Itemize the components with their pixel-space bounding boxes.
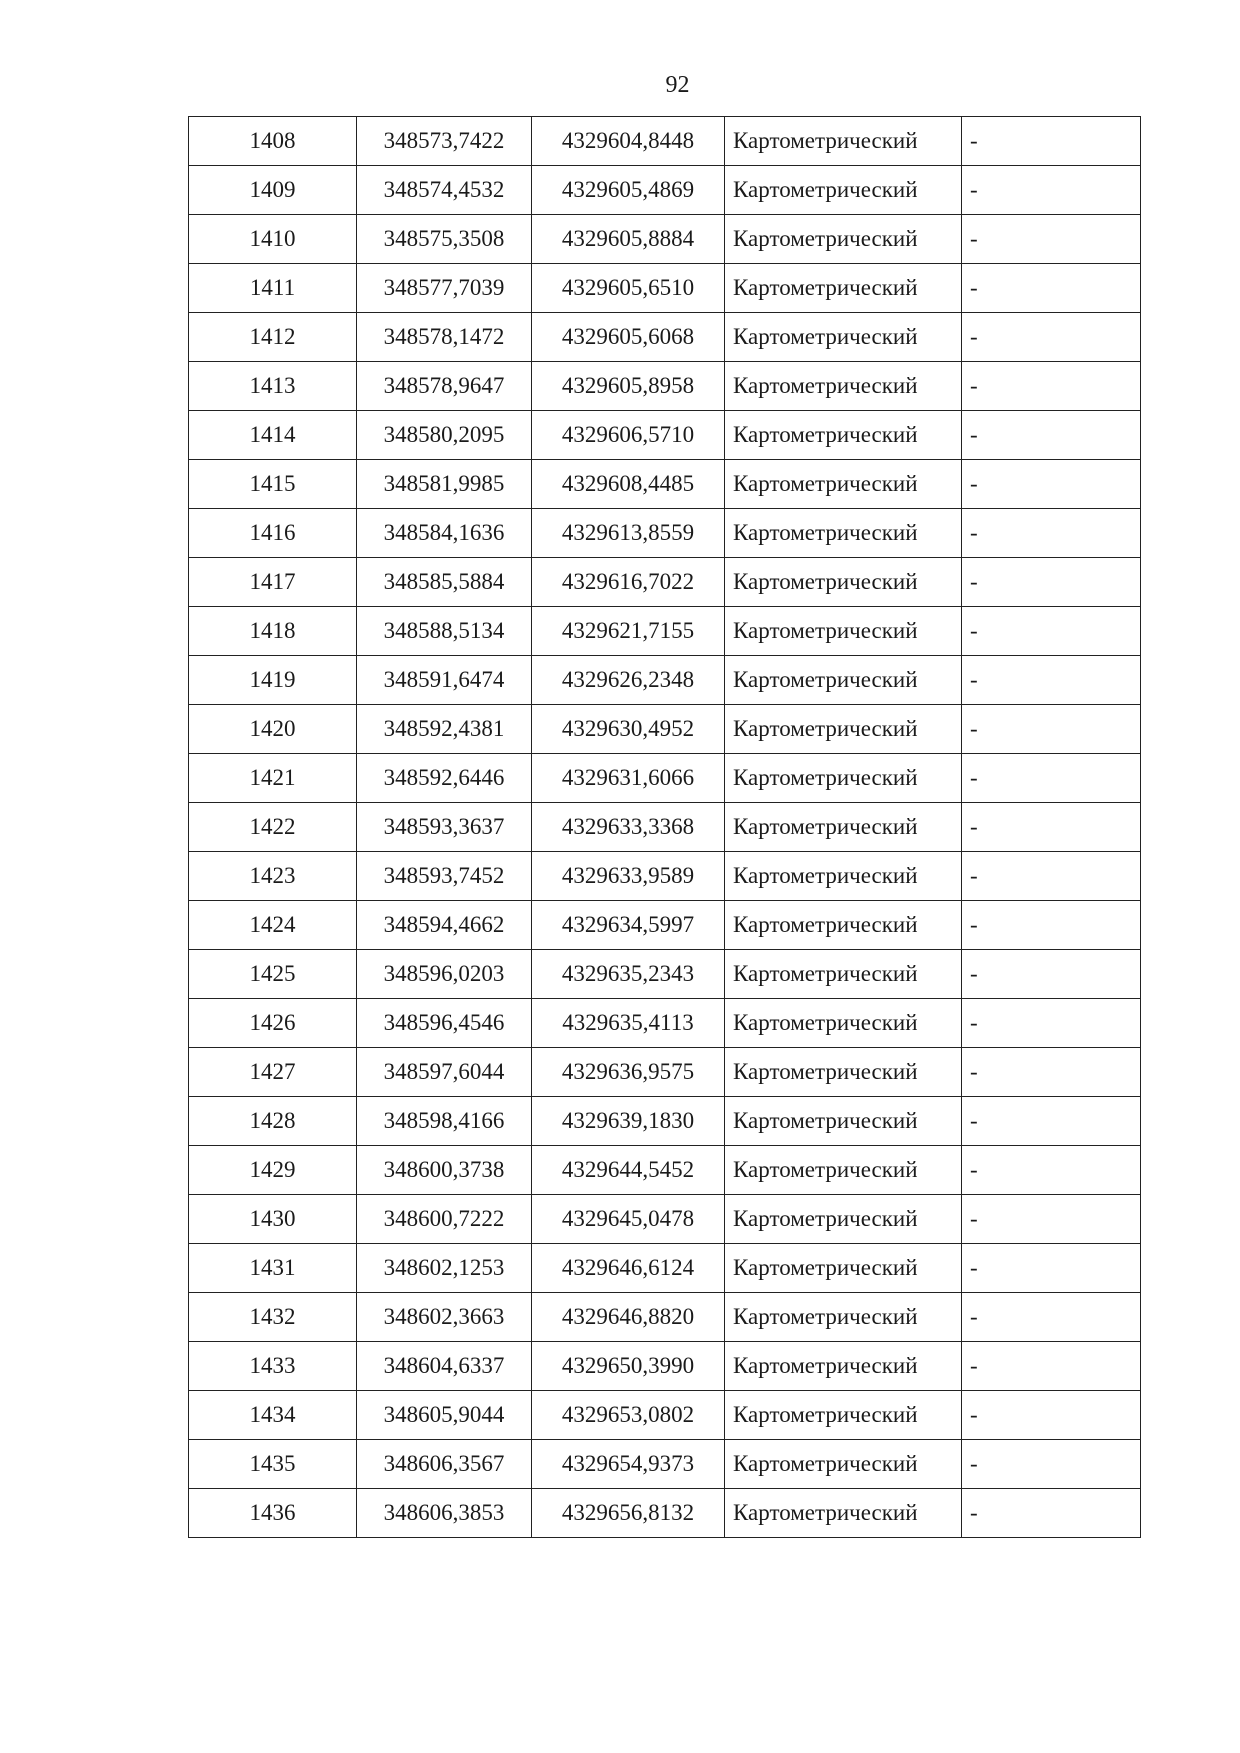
point-number-cell: 1410 [189,215,357,264]
point-number-cell: 1422 [189,803,357,852]
note-cell: - [962,705,1141,754]
y-coordinate-cell: 4329606,5710 [532,411,725,460]
note-cell: - [962,1048,1141,1097]
note-cell: - [962,852,1141,901]
table-row [189,362,1141,411]
x-coordinate-cell: 348585,5884 [357,558,532,607]
note-cell: - [962,607,1141,656]
y-coordinate-cell: 4329644,5452 [532,1146,725,1195]
note-cell: - [962,215,1141,264]
table-row [189,656,1141,705]
y-coordinate-cell: 4329605,6068 [532,313,725,362]
x-coordinate-cell: 348581,9985 [357,460,532,509]
y-coordinate-cell: 4329604,8448 [532,117,725,166]
point-number-cell: 1428 [189,1097,357,1146]
note-cell: - [962,460,1141,509]
point-number-cell: 1430 [189,1195,357,1244]
table-row [189,705,1141,754]
method-cell: Картометрический [725,1195,962,1244]
note-cell: - [962,1244,1141,1293]
note-cell: - [962,1391,1141,1440]
y-coordinate-cell: 4329635,4113 [532,999,725,1048]
point-number-cell: 1425 [189,950,357,999]
point-number-cell: 1416 [189,509,357,558]
x-coordinate-cell: 348592,4381 [357,705,532,754]
point-number-cell: 1434 [189,1391,357,1440]
method-cell: Картометрический [725,411,962,460]
method-cell: Картометрический [725,558,962,607]
point-number-cell: 1420 [189,705,357,754]
y-coordinate-cell: 4329633,9589 [532,852,725,901]
x-coordinate-cell: 348584,1636 [357,509,532,558]
x-coordinate-cell: 348600,7222 [357,1195,532,1244]
table-row [189,411,1141,460]
x-coordinate-cell: 348574,4532 [357,166,532,215]
y-coordinate-cell: 4329626,2348 [532,656,725,705]
table-row [189,1342,1141,1391]
method-cell: Картометрический [725,1048,962,1097]
point-number-cell: 1408 [189,117,357,166]
point-number-cell: 1431 [189,1244,357,1293]
y-coordinate-cell: 4329653,0802 [532,1391,725,1440]
y-coordinate-cell: 4329621,7155 [532,607,725,656]
method-cell: Картометрический [725,705,962,754]
table-row [189,166,1141,215]
y-coordinate-cell: 4329608,4485 [532,460,725,509]
y-coordinate-cell: 4329631,6066 [532,754,725,803]
table-row [189,950,1141,999]
note-cell: - [962,166,1141,215]
note-cell: - [962,362,1141,411]
table-row [189,803,1141,852]
y-coordinate-cell: 4329646,6124 [532,1244,725,1293]
table-row [189,901,1141,950]
x-coordinate-cell: 348596,4546 [357,999,532,1048]
coordinates-table [188,116,1141,1538]
table-row [189,1440,1141,1489]
method-cell: Картометрический [725,950,962,999]
note-cell: - [962,1195,1141,1244]
method-cell: Картометрический [725,215,962,264]
note-cell: - [962,411,1141,460]
method-cell: Картометрический [725,607,962,656]
note-cell: - [962,950,1141,999]
x-coordinate-cell: 348575,3508 [357,215,532,264]
y-coordinate-cell: 4329605,8958 [532,362,725,411]
point-number-cell: 1426 [189,999,357,1048]
point-number-cell: 1433 [189,1342,357,1391]
point-number-cell: 1409 [189,166,357,215]
y-coordinate-cell: 4329650,3990 [532,1342,725,1391]
point-number-cell: 1413 [189,362,357,411]
method-cell: Картометрический [725,852,962,901]
table-row [189,215,1141,264]
point-number-cell: 1421 [189,754,357,803]
x-coordinate-cell: 348600,3738 [357,1146,532,1195]
table-row [189,754,1141,803]
point-number-cell: 1429 [189,1146,357,1195]
point-number-cell: 1423 [189,852,357,901]
y-coordinate-cell: 4329636,9575 [532,1048,725,1097]
x-coordinate-cell: 348596,0203 [357,950,532,999]
note-cell: - [962,558,1141,607]
x-coordinate-cell: 348573,7422 [357,117,532,166]
x-coordinate-cell: 348577,7039 [357,264,532,313]
y-coordinate-cell: 4329605,6510 [532,264,725,313]
y-coordinate-cell: 4329639,1830 [532,1097,725,1146]
point-number-cell: 1418 [189,607,357,656]
x-coordinate-cell: 348594,4662 [357,901,532,950]
method-cell: Картометрический [725,1293,962,1342]
note-cell: - [962,1097,1141,1146]
method-cell: Картометрический [725,1342,962,1391]
x-coordinate-cell: 348588,5134 [357,607,532,656]
y-coordinate-cell: 4329656,8132 [532,1489,725,1538]
y-coordinate-cell: 4329605,4869 [532,166,725,215]
point-number-cell: 1411 [189,264,357,313]
table-row [189,264,1141,313]
point-number-cell: 1419 [189,656,357,705]
x-coordinate-cell: 348605,9044 [357,1391,532,1440]
method-cell: Картометрический [725,1391,962,1440]
table-row [189,1195,1141,1244]
table-row [189,460,1141,509]
method-cell: Картометрический [725,509,962,558]
x-coordinate-cell: 348593,7452 [357,852,532,901]
method-cell: Картометрический [725,901,962,950]
point-number-cell: 1435 [189,1440,357,1489]
table-row [189,852,1141,901]
y-coordinate-cell: 4329616,7022 [532,558,725,607]
point-number-cell: 1432 [189,1293,357,1342]
x-coordinate-cell: 348602,3663 [357,1293,532,1342]
x-coordinate-cell: 348598,4166 [357,1097,532,1146]
table-row [189,607,1141,656]
method-cell: Картометрический [725,460,962,509]
x-coordinate-cell: 348593,3637 [357,803,532,852]
table-row [189,117,1141,166]
table-row [189,558,1141,607]
note-cell: - [962,264,1141,313]
table-row [189,313,1141,362]
method-cell: Картометрический [725,656,962,705]
point-number-cell: 1424 [189,901,357,950]
table-row [189,1097,1141,1146]
note-cell: - [962,656,1141,705]
y-coordinate-cell: 4329635,2343 [532,950,725,999]
x-coordinate-cell: 348604,6337 [357,1342,532,1391]
table-row [189,1391,1141,1440]
note-cell: - [962,117,1141,166]
y-coordinate-cell: 4329634,5997 [532,901,725,950]
table-row [189,999,1141,1048]
y-coordinate-cell: 4329605,8884 [532,215,725,264]
x-coordinate-cell: 348606,3567 [357,1440,532,1489]
y-coordinate-cell: 4329654,9373 [532,1440,725,1489]
x-coordinate-cell: 348578,1472 [357,313,532,362]
note-cell: - [962,999,1141,1048]
note-cell: - [962,803,1141,852]
table-row [189,1244,1141,1293]
y-coordinate-cell: 4329645,0478 [532,1195,725,1244]
x-coordinate-cell: 348592,6446 [357,754,532,803]
table-row [189,1489,1141,1538]
point-number-cell: 1417 [189,558,357,607]
method-cell: Картометрический [725,1146,962,1195]
table-row [189,509,1141,558]
note-cell: - [962,313,1141,362]
method-cell: Картометрический [725,1489,962,1538]
point-number-cell: 1414 [189,411,357,460]
note-cell: - [962,509,1141,558]
x-coordinate-cell: 348591,6474 [357,656,532,705]
x-coordinate-cell: 348606,3853 [357,1489,532,1538]
method-cell: Картометрический [725,754,962,803]
method-cell: Картометрический [725,999,962,1048]
y-coordinate-cell: 4329630,4952 [532,705,725,754]
note-cell: - [962,1293,1141,1342]
point-number-cell: 1412 [189,313,357,362]
method-cell: Картометрический [725,1440,962,1489]
table-row [189,1293,1141,1342]
note-cell: - [962,901,1141,950]
method-cell: Картометрический [725,166,962,215]
method-cell: Картометрический [725,803,962,852]
note-cell: - [962,1440,1141,1489]
x-coordinate-cell: 348578,9647 [357,362,532,411]
note-cell: - [962,1146,1141,1195]
table-row [189,1146,1141,1195]
method-cell: Картометрический [725,264,962,313]
y-coordinate-cell: 4329613,8559 [532,509,725,558]
x-coordinate-cell: 348602,1253 [357,1244,532,1293]
note-cell: - [962,1489,1141,1538]
point-number-cell: 1427 [189,1048,357,1097]
coordinates-table-body [189,117,1141,1538]
x-coordinate-cell: 348580,2095 [357,411,532,460]
table-row [189,1048,1141,1097]
y-coordinate-cell: 4329646,8820 [532,1293,725,1342]
method-cell: Картометрический [725,362,962,411]
method-cell: Картометрический [725,1097,962,1146]
note-cell: - [962,1342,1141,1391]
point-number-cell: 1415 [189,460,357,509]
y-coordinate-cell: 4329633,3368 [532,803,725,852]
method-cell: Картометрический [725,117,962,166]
method-cell: Картометрический [725,313,962,362]
point-number-cell: 1436 [189,1489,357,1538]
x-coordinate-cell: 348597,6044 [357,1048,532,1097]
page-number: 92 [665,72,690,98]
note-cell: - [962,754,1141,803]
method-cell: Картометрический [725,1244,962,1293]
